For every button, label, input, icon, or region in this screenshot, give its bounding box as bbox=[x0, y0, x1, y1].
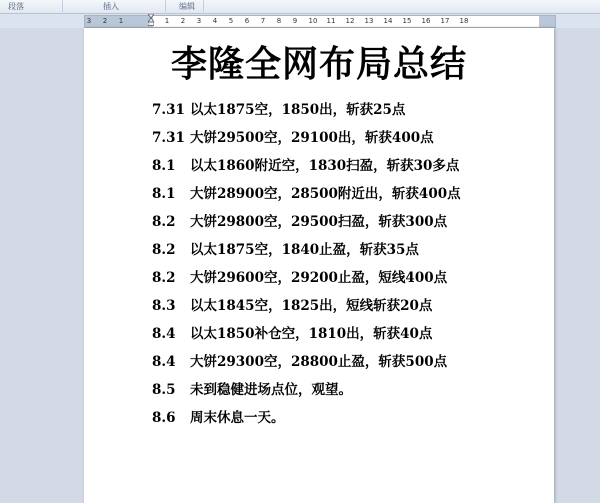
entry-text: 以太1850补仓空，1810出，斩获40点 bbox=[190, 326, 433, 342]
ruler-tick: 3 bbox=[86, 17, 92, 25]
list-item bbox=[152, 100, 461, 128]
entry-text: 大饼29300空，28800止盈，斩获500点 bbox=[190, 354, 448, 370]
entry-date: 7.31 bbox=[152, 130, 185, 146]
entry-text: 大饼28900空，28500附近出，斩获400点 bbox=[190, 186, 461, 202]
entry-text: 大饼29500空，29100出，斩获400点 bbox=[190, 130, 434, 146]
ruler-tick: 11 bbox=[326, 17, 336, 25]
list-item bbox=[152, 212, 461, 240]
list-item bbox=[152, 156, 461, 184]
entry-date: 8.2 bbox=[152, 214, 176, 230]
ribbon-group-edit[interactable]: 编辑 bbox=[179, 2, 195, 11]
horizontal-ruler[interactable] bbox=[84, 15, 556, 28]
entry-date: 8.2 bbox=[152, 270, 176, 286]
ruler-tick: 5 bbox=[228, 17, 234, 25]
ruler-tick: 18 bbox=[459, 17, 469, 25]
list-item bbox=[152, 352, 461, 380]
ruler-tick: 14 bbox=[383, 17, 393, 25]
ruler-tick: 17 bbox=[440, 17, 450, 25]
ruler-right-margin bbox=[539, 16, 555, 27]
ribbon-separator bbox=[203, 0, 204, 12]
entry-date: 8.5 bbox=[152, 382, 176, 398]
document-title: 李隆全网布局总结 bbox=[170, 43, 467, 85]
ruler-tick: 8 bbox=[276, 17, 282, 25]
ribbon-bar bbox=[0, 0, 600, 14]
entry-text: 大饼29800空，29500扫盈，斩获300点 bbox=[190, 214, 448, 230]
entry-date: 8.1 bbox=[152, 158, 176, 174]
entry-text: 以太1875空，1840止盈，斩获35点 bbox=[190, 242, 419, 258]
ruler-tick: 3 bbox=[196, 17, 202, 25]
document-page[interactable] bbox=[84, 28, 554, 503]
ruler-tick: 4 bbox=[212, 17, 218, 25]
ruler-tick: 1 bbox=[164, 17, 170, 25]
entry-text: 以太1860附近空，1830扫盈，斩获30多点 bbox=[190, 158, 460, 174]
ruler-tick: 2 bbox=[180, 17, 186, 25]
ruler-tick: 7 bbox=[260, 17, 266, 25]
ribbon-separator bbox=[62, 0, 63, 12]
entry-text: 大饼29600空，29200止盈，短线400点 bbox=[190, 270, 448, 286]
entry-date: 8.1 bbox=[152, 186, 176, 202]
list-item bbox=[152, 408, 461, 436]
list-item bbox=[152, 184, 461, 212]
entry-text: 以太1845空，1825出，短线斩获20点 bbox=[190, 298, 433, 314]
ruler-tick: 13 bbox=[364, 17, 374, 25]
list-item bbox=[152, 268, 461, 296]
ruler-tick: 15 bbox=[402, 17, 412, 25]
ruler-tick: 16 bbox=[421, 17, 431, 25]
ruler-tick: 2 bbox=[102, 17, 108, 25]
list-item bbox=[152, 324, 461, 352]
ruler-tick: 9 bbox=[292, 17, 298, 25]
ruler-tick: 1 bbox=[118, 17, 124, 25]
entry-date: 8.4 bbox=[152, 326, 176, 342]
entry-date: 8.4 bbox=[152, 354, 176, 370]
entry-date: 8.2 bbox=[152, 242, 176, 258]
entry-date: 8.6 bbox=[152, 410, 176, 426]
ruler-tick: 6 bbox=[244, 17, 250, 25]
entry-text: 周末休息一天。 bbox=[190, 410, 285, 426]
indent-marker-icon[interactable] bbox=[148, 14, 154, 26]
ruler-tick: 10 bbox=[308, 17, 318, 25]
ribbon-group-insert[interactable]: 插入 bbox=[103, 2, 119, 11]
entry-date: 7.31 bbox=[152, 102, 185, 118]
list-item bbox=[152, 380, 461, 408]
list-item bbox=[152, 240, 461, 268]
entry-text: 未到稳健进场点位，观望。 bbox=[190, 382, 352, 398]
ruler-tick: 12 bbox=[345, 17, 355, 25]
ribbon-separator bbox=[165, 0, 166, 12]
ribbon-group-paragraph[interactable]: 段落 bbox=[8, 2, 24, 11]
entry-text: 以太1875空，1850出，斩获25点 bbox=[190, 102, 406, 118]
entry-date: 8.3 bbox=[152, 298, 176, 314]
list-item bbox=[152, 128, 461, 156]
list-item bbox=[152, 296, 461, 324]
entry-list bbox=[152, 100, 461, 436]
